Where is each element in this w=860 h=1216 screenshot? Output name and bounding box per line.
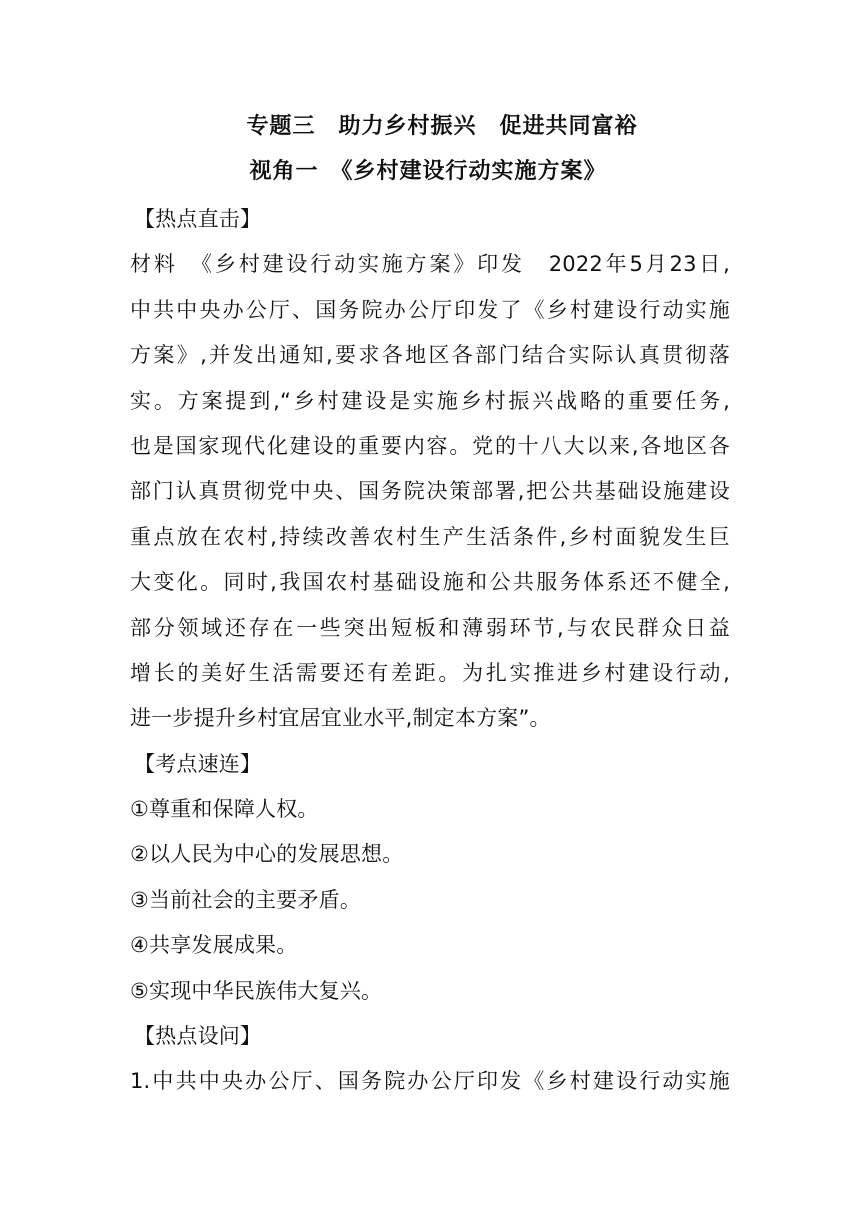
section-heading-hotspot: 【热点直击】 [134,207,262,231]
knowledge-item: ②以人民为中心的发展思想。 [130,842,404,867]
knowledge-item: ③当前社会的主要矛盾。 [130,887,362,912]
document-subtitle: 视角一 《乡村建设行动实施方案》 [249,159,607,184]
material-line: 大变化。同时,我国农村基础设施和公共服务体系还不健全, [130,570,730,595]
material-line: 部门认真贯彻党中央、国务院决策部署,把公共基础设施建设 [130,479,730,504]
knowledge-item: ④共享发展成果。 [130,933,298,958]
material-line: 实。方案提到,“乡村建设是实施乡村振兴战略的重要任务, [130,388,730,413]
material-line: 重点放在农村,持续改善农村生产生活条件,乡村面貌发生巨 [130,524,730,549]
question-line: 1.中共中央办公厅、国务院办公厅印发《乡村建设行动实施 [130,1069,730,1094]
section-heading-knowledge: 【考点速连】 [134,751,262,776]
knowledge-item: ①尊重和保障人权。 [130,797,319,822]
material-line: 中共中央办公厅、国务院办公厅印发了《乡村建设行动实施 [130,297,730,322]
material-line: 材料 《乡村建设行动实施方案》印发 2022年5月23日, [130,252,730,277]
material-line: 进一步提升乡村宜居宜业水平,制定本方案”。 [130,706,551,731]
document-body [130,197,730,1105]
material-line: 方案》,并发出通知,要求各地区各部门结合实际认真贯彻落 [130,343,730,368]
section-heading-question: 【热点设问】 [134,1024,262,1049]
material-line: 增长的美好生活需要还有差距。为扎实推进乡村建设行动, [130,660,730,685]
material-line: 也是国家现代化建设的重要内容。党的十八大以来,各地区各 [130,433,730,458]
material-line: 部分领域还存在一些突出短板和薄弱环节,与农民群众日益 [130,615,730,640]
knowledge-item: ⑤实现中华民族伟大复兴。 [130,978,383,1003]
document-title: 专题三 助力乡村振兴 促进共同富裕 [246,114,638,139]
